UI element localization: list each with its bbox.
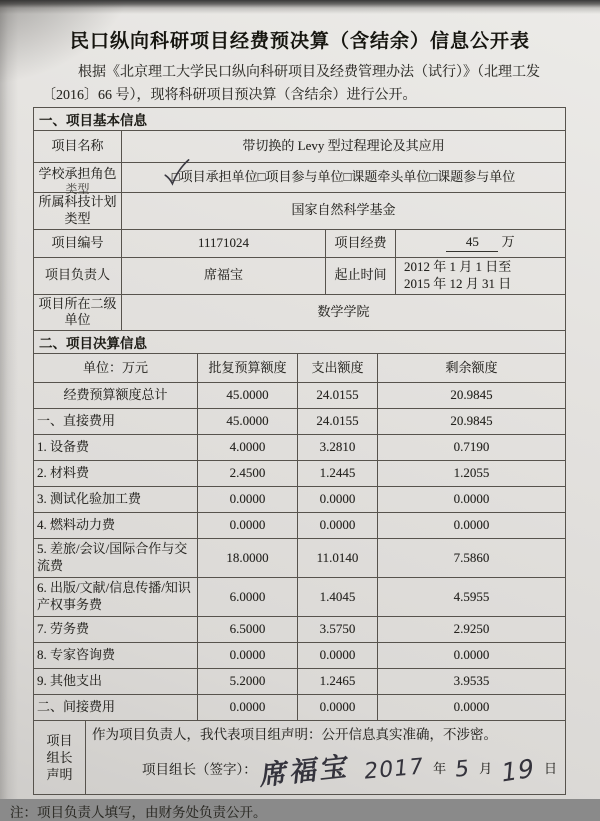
leader-label: 项目负责人 [34,257,122,294]
declaration-table [33,720,566,795]
budget-cell-spent: 3.2810 [298,435,378,461]
duration-value [396,257,566,294]
budget-cell-remaining: 7.5860 [378,539,566,578]
funding-amount: 45 [446,234,498,252]
declaration-label-line2: 组长 [46,750,73,766]
budget-cell-remaining: 0.7190 [378,435,566,461]
leader-value: 席福宝 [122,257,326,294]
role-label: 学校承担角色 [38,166,117,182]
intro-paragraph [42,61,574,107]
budget-row-travel [34,539,566,578]
budget-cell-approved: 45.0000 [198,383,298,409]
role-label-clipped: 类型 [65,181,90,196]
budget-cell-approved: 5.2000 [198,669,298,695]
project-number-label: 项目编号 [34,229,122,257]
budget-section-row [34,331,566,354]
basic-info-section-title: 一、项目基本信息 [34,108,566,131]
department-label-line2: 单位 [64,312,91,328]
date-day-unit: 日 [543,760,557,776]
budget-cell-approved: 0.0000 [198,695,298,721]
budget-cell-remaining: 20.9845 [378,383,566,409]
document-title: 民口纵向科研项目经费预决算（含结余）信息公开表 [69,31,530,52]
budget-row-label: 2. 材料费 [34,461,198,487]
budget-row-label: 4. 燃料动力费 [34,513,198,539]
budget-cell-spent: 1.2445 [298,461,378,487]
role-options: □项目承担单位□项目参与单位□课题牵头单位□课题参与单位 [171,169,516,185]
signature-handwritten: 席福宝 [259,750,352,792]
budget-row-label: 经费预算额度总计 [34,383,198,409]
footnote: 注：项目负责人填写，由财务处负责公开。 [10,805,267,821]
budget-cell-spent: 1.4045 [298,578,378,617]
budget-cell-spent: 24.0155 [298,383,378,409]
budget-header-approved: 批复预算额度 [198,354,298,383]
budget-row-label: 7. 劳务费 [34,617,198,643]
budget-row-labor [34,617,566,643]
budget-cell-remaining: 20.9845 [378,409,566,435]
declaration-statement: 作为项目负责人，我代表项目组声明：公开信息真实准确，不涉密。 [92,727,497,743]
budget-row-label: 5. 差旅/会议/国际合作与交流费 [34,539,198,578]
project-number-row [34,229,566,257]
budget-row-label: 6. 出版/文献/信息传播/知识产权事务费 [34,578,198,617]
budget-cell-remaining: 4.5955 [378,578,566,617]
budget-cell-spent: 3.5750 [298,617,378,643]
budget-section-title: 二、项目决算信息 [34,331,566,354]
budget-cell-approved: 6.0000 [198,578,298,617]
budget-cell-spent: 24.0155 [298,409,378,435]
budget-header-unit: 单位：万元 [34,354,198,383]
budget-table [33,330,566,721]
department-row [34,294,566,331]
declaration-row [34,721,566,795]
plan-type-label-line2: 类型 [64,210,91,226]
budget-row-direct [34,409,566,435]
budget-cell-approved: 4.0000 [198,435,298,461]
project-number-value: 11171024 [122,229,326,257]
plan-type-row [34,193,566,230]
project-name-value: 带切换的 Levy 型过程理论及其应用 [122,131,566,163]
budget-cell-spent: 1.2465 [298,669,378,695]
funding-label: 项目经费 [326,229,396,257]
budget-cell-spent: 0.0000 [298,643,378,669]
duration-line1: 2012 年 1 月 1 日至 [404,258,512,274]
intro-line-2: 〔2016〕66 号），现将科研项目预决算（含结余）进行公开。 [42,88,417,103]
declaration-label-line1: 项目 [46,733,73,749]
budget-row-label: 一、直接费用 [34,409,198,435]
budget-row-materials [34,461,566,487]
budget-row-label: 二、间接费用 [34,695,198,721]
budget-cell-approved: 2.4500 [198,461,298,487]
date-month-unit: 月 [479,760,493,776]
budget-cell-approved: 45.0000 [198,409,298,435]
date-year: 2017 [363,754,426,785]
budget-cell-remaining: 0.0000 [378,643,566,669]
basic-info-table [33,107,566,331]
date-year-unit: 年 [433,760,447,776]
signature-line [92,750,559,792]
role-options-cell [122,163,566,193]
plan-type-label-line1: 所属科技计划 [38,194,117,209]
intro-line-1: 根据《北京理工大学民口纵向科研项目及经费管理办法（试行）》（北理工发 [78,65,540,80]
declaration-label-line3: 声明 [46,767,73,783]
budget-row-equipment [34,435,566,461]
budget-cell-approved: 0.0000 [198,513,298,539]
plan-type-value: 国家自然科学基金 [122,193,566,230]
budget-cell-spent: 11.0140 [298,539,378,578]
budget-header-row [34,354,566,383]
department-label [34,294,122,331]
budget-cell-remaining: 0.0000 [378,487,566,513]
budget-row-other [34,669,566,695]
funding-unit: 万 [501,234,515,250]
signature-label: 项目组长（签字）： [142,761,257,777]
budget-cell-remaining: 3.9535 [378,669,566,695]
budget-row-label: 3. 测试化验加工费 [34,487,198,513]
budget-row-indirect [34,695,566,721]
budget-row-fuel [34,513,566,539]
budget-cell-approved: 0.0000 [198,643,298,669]
budget-cell-remaining: 1.2055 [378,461,566,487]
role-label-cell [34,163,122,196]
project-name-label: 项目名称 [34,131,122,163]
budget-header-remaining: 剩余额度 [378,354,566,383]
project-name-row [34,131,566,163]
budget-row-publication [34,578,566,617]
budget-row-label: 8. 专家咨询费 [34,643,198,669]
role-row [34,163,566,193]
date-day: 19 [500,752,537,788]
funding-value [396,229,566,257]
department-label-line1: 项目所在二级 [38,295,117,311]
budget-cell-approved: 0.0000 [198,487,298,513]
budget-cell-remaining: 0.0000 [378,695,566,721]
budget-row-label: 9. 其他支出 [34,669,198,695]
declaration-label [34,721,86,795]
date-month: 5 [454,756,472,783]
budget-row-consulting [34,643,566,669]
department-value: 数学学院 [122,294,566,331]
budget-cell-remaining: 0.0000 [378,513,566,539]
signature-date [363,752,559,788]
budget-cell-spent: 0.0000 [298,695,378,721]
budget-header-spent: 支出额度 [298,354,378,383]
budget-cell-approved: 18.0000 [198,539,298,578]
duration-label: 起止时间 [326,257,396,294]
budget-cell-spent: 0.0000 [298,513,378,539]
budget-cell-spent: 0.0000 [298,487,378,513]
declaration-content [86,721,566,795]
duration-line2: 2015 年 12 月 31 日 [404,275,512,291]
leader-row [34,257,566,294]
basic-info-section-row [34,108,566,131]
budget-row-testing [34,487,566,513]
budget-cell-approved: 6.5000 [198,617,298,643]
budget-cell-remaining: 2.9250 [378,617,566,643]
plan-type-label [34,193,122,230]
budget-row-total [34,383,566,409]
budget-row-label: 1. 设备费 [34,435,198,461]
